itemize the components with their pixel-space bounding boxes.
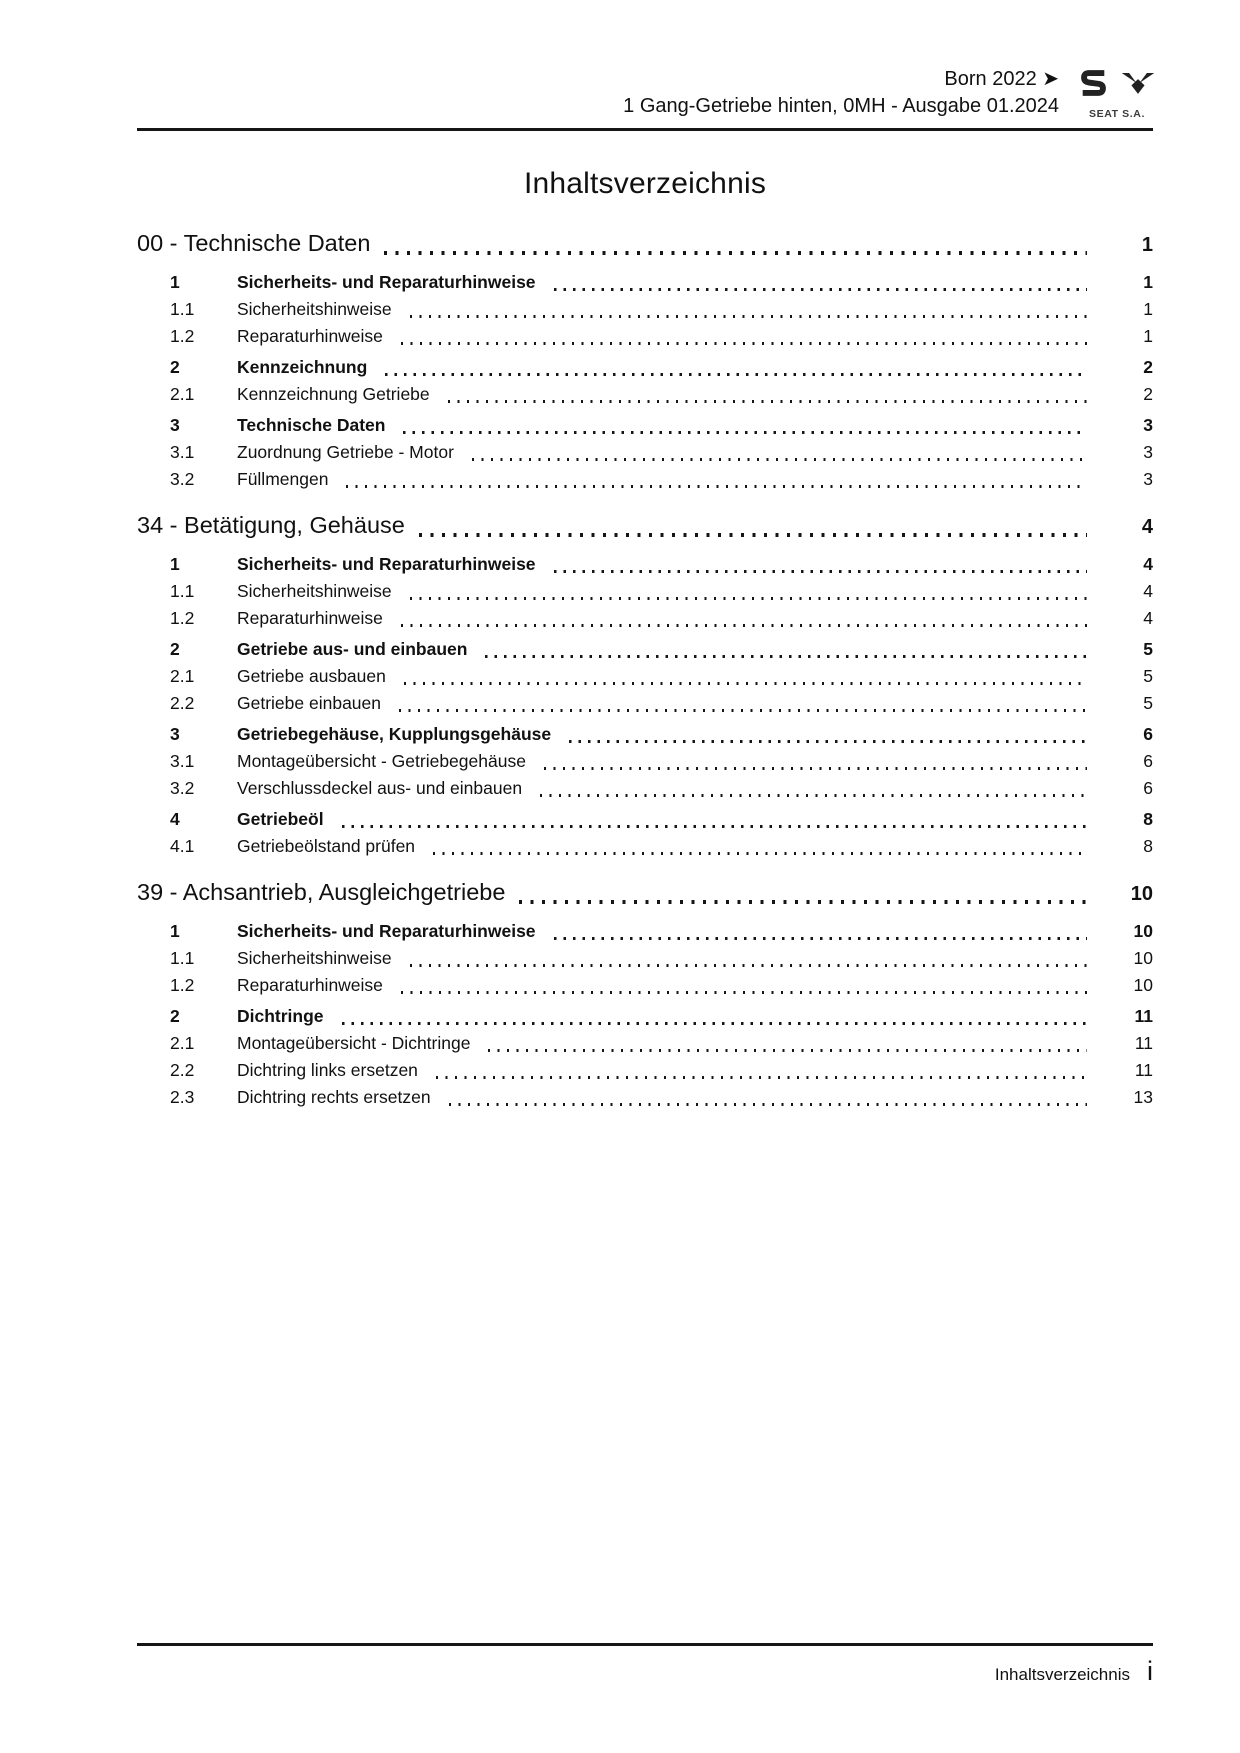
entry-number: 1 bbox=[170, 921, 180, 941]
header-rule bbox=[137, 128, 1153, 131]
entry-title: Sicherheitshinweise bbox=[237, 299, 392, 319]
entry-title: Getriebegehäuse, Kupplungsgehäuse bbox=[237, 724, 552, 744]
entry-number: 3.2 bbox=[170, 469, 195, 489]
toc-entry bbox=[137, 775, 1153, 802]
entry-page-number: 8 bbox=[1143, 836, 1153, 856]
page-footer bbox=[137, 1643, 1153, 1685]
entry-number: 1 bbox=[170, 554, 180, 574]
header-subtitle: 1 Gang-Getriebe hinten, 0MH - Ausgabe 01.2024 bbox=[623, 95, 1059, 117]
dot-leader bbox=[385, 373, 1087, 376]
toc-entry bbox=[137, 381, 1153, 408]
entry-number: 1.1 bbox=[170, 581, 195, 601]
toc-entry bbox=[137, 721, 1153, 748]
dot-leader bbox=[433, 852, 1087, 855]
footer-label: Inhaltsverzeichnis bbox=[994, 1665, 1130, 1684]
entry-title: Dichtringe bbox=[237, 1006, 324, 1026]
cupra-logo-icon bbox=[1121, 70, 1155, 101]
toc-entry bbox=[137, 323, 1153, 350]
toc-entry bbox=[137, 296, 1153, 323]
entry-title: Getriebeöl bbox=[237, 809, 324, 829]
entry-title: Montageübersicht - Dichtringe bbox=[237, 1033, 471, 1053]
dot-leader bbox=[410, 315, 1087, 318]
entry-title: Getriebe einbauen bbox=[237, 693, 381, 713]
entry-number: 1.1 bbox=[170, 299, 195, 319]
entry-title: Sicherheits- und Reparaturhinweise bbox=[237, 272, 536, 292]
entry-number: 2.2 bbox=[170, 1060, 195, 1080]
toc-chapter bbox=[137, 509, 1153, 860]
seat-s-logo-icon bbox=[1080, 68, 1107, 103]
entry-title: Dichtring links ersetzen bbox=[237, 1060, 418, 1080]
entry-page-number: 1 bbox=[1143, 299, 1153, 319]
header-text bbox=[623, 66, 1059, 120]
entry-title: Getriebe aus- und einbauen bbox=[237, 639, 468, 659]
entry-number: 2.3 bbox=[170, 1087, 195, 1107]
entry-page-number: 5 bbox=[1143, 639, 1153, 659]
dot-leader bbox=[410, 964, 1087, 967]
entry-title: Sicherheits- und Reparaturhinweise bbox=[237, 921, 536, 941]
entry-number: 1.2 bbox=[170, 608, 195, 628]
toc-chapter-heading bbox=[137, 509, 1153, 543]
entry-page-number: 3 bbox=[1143, 415, 1153, 435]
toc-entry bbox=[137, 1030, 1153, 1057]
toc-chapter bbox=[137, 876, 1153, 1111]
toc-chapter bbox=[137, 227, 1153, 493]
entry-title: Getriebeölstand prüfen bbox=[237, 836, 416, 856]
page-header bbox=[137, 0, 1153, 120]
chapter-label: 39 - Achsantrieb, Ausgleichgetriebe bbox=[137, 879, 506, 905]
entry-page-number: 10 bbox=[1133, 948, 1153, 968]
entry-title: Verschlussdeckel aus- und einbauen bbox=[237, 778, 523, 798]
entry-page-number: 6 bbox=[1143, 751, 1153, 771]
entry-number: 2 bbox=[170, 357, 180, 377]
entry-number: 4.1 bbox=[170, 836, 195, 856]
entry-number: 2 bbox=[170, 1006, 180, 1026]
entry-number: 2.1 bbox=[170, 666, 195, 686]
entry-number: 2.2 bbox=[170, 693, 195, 713]
dot-leader bbox=[404, 682, 1087, 685]
entry-page-number: 10 bbox=[1133, 921, 1153, 941]
entry-page-number: 6 bbox=[1143, 778, 1153, 798]
dot-leader bbox=[419, 533, 1087, 537]
dot-leader bbox=[342, 1022, 1087, 1025]
brand-block bbox=[1081, 68, 1153, 120]
toc-entry bbox=[137, 354, 1153, 381]
toc-entry bbox=[137, 412, 1153, 439]
dot-leader bbox=[540, 794, 1087, 797]
entry-title: Reparaturhinweise bbox=[237, 326, 383, 346]
toc-entry bbox=[137, 972, 1153, 999]
entry-number: 1.2 bbox=[170, 975, 195, 995]
toc-entry bbox=[137, 578, 1153, 605]
toc-chapter-heading bbox=[137, 876, 1153, 910]
footer-page-number: i bbox=[1147, 1656, 1153, 1686]
dot-leader bbox=[488, 1049, 1087, 1052]
toc-entry bbox=[137, 269, 1153, 296]
chapter-page-number: 1 bbox=[1141, 234, 1153, 256]
toc-entry bbox=[137, 466, 1153, 493]
entry-page-number: 4 bbox=[1143, 554, 1153, 574]
entry-page-number: 11 bbox=[1134, 1006, 1153, 1026]
brand-name: SEAT S.A. bbox=[1089, 108, 1145, 120]
dot-leader bbox=[403, 431, 1087, 434]
entry-page-number: 1 bbox=[1143, 272, 1153, 292]
dot-leader bbox=[342, 825, 1087, 828]
dot-leader bbox=[472, 458, 1087, 461]
dot-leader bbox=[554, 570, 1087, 573]
dot-leader bbox=[384, 251, 1087, 255]
entry-page-number: 11 bbox=[1134, 1060, 1153, 1080]
entry-page-number: 4 bbox=[1143, 608, 1153, 628]
entry-number: 2 bbox=[170, 639, 180, 659]
toc-entry bbox=[137, 551, 1153, 578]
dot-leader bbox=[519, 900, 1087, 904]
entry-page-number: 5 bbox=[1143, 693, 1153, 713]
entry-title: Montageübersicht - Getriebegehäuse bbox=[237, 751, 526, 771]
toc-entry bbox=[137, 1084, 1153, 1111]
entry-page-number: 10 bbox=[1133, 975, 1153, 995]
entry-number: 3.1 bbox=[170, 751, 195, 771]
entry-title: Reparaturhinweise bbox=[237, 608, 383, 628]
dot-leader bbox=[449, 1103, 1087, 1106]
entry-title: Sicherheits- und Reparaturhinweise bbox=[237, 554, 536, 574]
entry-number: 4 bbox=[170, 809, 180, 829]
toc-entry bbox=[137, 636, 1153, 663]
toc-entry bbox=[137, 663, 1153, 690]
entry-page-number: 2 bbox=[1143, 357, 1153, 377]
dot-leader bbox=[569, 740, 1087, 743]
entry-number: 3 bbox=[170, 724, 180, 744]
entry-page-number: 5 bbox=[1143, 666, 1153, 686]
chapter-page-number: 10 bbox=[1130, 883, 1153, 905]
dot-leader bbox=[436, 1076, 1087, 1079]
brand-logos bbox=[1081, 68, 1153, 102]
header-model-line: Born 2022 ➤ bbox=[944, 68, 1059, 90]
entry-number: 3 bbox=[170, 415, 180, 435]
entry-number: 1.1 bbox=[170, 948, 195, 968]
toc-entry bbox=[137, 439, 1153, 466]
dot-leader bbox=[448, 400, 1087, 403]
entry-page-number: 11 bbox=[1134, 1033, 1153, 1053]
toc-entry bbox=[137, 1003, 1153, 1030]
entry-page-number: 2 bbox=[1143, 384, 1153, 404]
entry-title: Kennzeichnung bbox=[237, 357, 368, 377]
dot-leader bbox=[401, 991, 1087, 994]
dot-leader bbox=[401, 624, 1087, 627]
dot-leader bbox=[554, 937, 1087, 940]
entry-number: 2.1 bbox=[170, 384, 195, 404]
entry-page-number: 3 bbox=[1143, 469, 1153, 489]
chapter-page-number: 4 bbox=[1141, 516, 1153, 538]
chapter-label: 00 - Technische Daten bbox=[137, 230, 371, 256]
entry-title: Sicherheitshinweise bbox=[237, 581, 392, 601]
entry-title: Füllmengen bbox=[237, 469, 329, 489]
toc-entry bbox=[137, 605, 1153, 632]
entry-number: 2.1 bbox=[170, 1033, 195, 1053]
entry-page-number: 4 bbox=[1143, 581, 1153, 601]
chapter-label: 34 - Betätigung, Gehäuse bbox=[137, 512, 405, 538]
entry-title: Kennzeichnung Getriebe bbox=[237, 384, 430, 404]
entry-number: 1.2 bbox=[170, 326, 195, 346]
toc-entry bbox=[137, 945, 1153, 972]
dot-leader bbox=[346, 485, 1087, 488]
page-title: Inhaltsverzeichnis bbox=[523, 167, 767, 200]
toc-entry bbox=[137, 833, 1153, 860]
dot-leader bbox=[554, 288, 1087, 291]
entry-page-number: 6 bbox=[1143, 724, 1153, 744]
toc-entry bbox=[137, 918, 1153, 945]
toc-entry bbox=[137, 748, 1153, 775]
entry-page-number: 1 bbox=[1143, 326, 1153, 346]
footer-rule bbox=[137, 1643, 1153, 1646]
toc-entry bbox=[137, 806, 1153, 833]
dot-leader bbox=[401, 342, 1087, 345]
page-content bbox=[137, 0, 1153, 1111]
entry-title: Reparaturhinweise bbox=[237, 975, 383, 995]
entry-number: 1 bbox=[170, 272, 180, 292]
dot-leader bbox=[399, 709, 1087, 712]
entry-title: Technische Daten bbox=[237, 415, 386, 435]
toc-entry bbox=[137, 1057, 1153, 1084]
entry-title: Sicherheitshinweise bbox=[237, 948, 392, 968]
entry-page-number: 8 bbox=[1143, 809, 1153, 829]
toc-entry bbox=[137, 690, 1153, 717]
footer-row bbox=[137, 1658, 1153, 1685]
entry-title: Zuordnung Getriebe - Motor bbox=[237, 442, 454, 462]
entry-title: Dichtring rechts ersetzen bbox=[237, 1087, 431, 1107]
dot-leader bbox=[544, 767, 1087, 770]
dot-leader bbox=[410, 597, 1087, 600]
dot-leader bbox=[485, 655, 1087, 658]
entry-page-number: 13 bbox=[1133, 1087, 1153, 1107]
toc bbox=[137, 227, 1153, 1111]
entry-number: 3.2 bbox=[170, 778, 195, 798]
toc-chapter-heading bbox=[137, 227, 1153, 261]
entry-number: 3.1 bbox=[170, 442, 195, 462]
entry-page-number: 3 bbox=[1143, 442, 1153, 462]
entry-title: Getriebe ausbauen bbox=[237, 666, 386, 686]
